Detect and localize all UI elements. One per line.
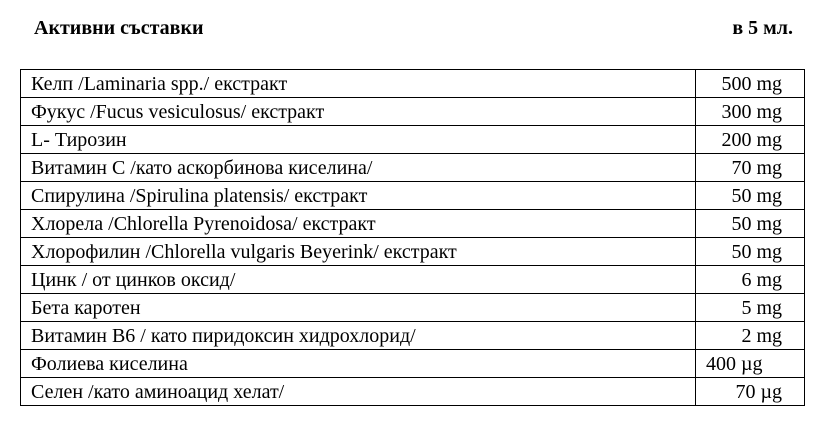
table-row bbox=[21, 70, 805, 98]
table-row bbox=[21, 350, 805, 378]
ingredient-amount-cell bbox=[696, 294, 805, 322]
serving-size-heading: в 5 мл. bbox=[732, 17, 793, 39]
ingredient-name: Бета каротен bbox=[21, 294, 696, 322]
ingredient-amount-cell bbox=[696, 154, 805, 182]
ingredient-amount-cell bbox=[696, 322, 805, 350]
ingredient-name: Спирулина /Spirulina platensis/ екстракт bbox=[21, 182, 696, 210]
table-row bbox=[21, 210, 805, 238]
ingredient-name: Цинк / от цинков оксид/ bbox=[21, 266, 696, 294]
ingredient-amount: 70 µg bbox=[735, 380, 782, 403]
ingredient-amount-cell bbox=[696, 238, 805, 266]
ingredient-amount-cell bbox=[696, 126, 805, 154]
table-row bbox=[21, 154, 805, 182]
ingredient-name: Витамин В6 / като пиридоксин хидрохлорид/ bbox=[21, 322, 696, 350]
ingredient-name: Келп /Laminaria spp./ екстракт bbox=[21, 70, 696, 98]
ingredient-amount: 50 mg bbox=[731, 240, 782, 263]
ingredient-amount: 500 mg bbox=[721, 72, 782, 95]
ingredient-name: Фолиева киселина bbox=[21, 350, 696, 378]
ingredient-amount: 5 mg bbox=[741, 296, 782, 319]
ingredient-amount: 70 mg bbox=[731, 156, 782, 179]
ingredient-amount-cell bbox=[696, 350, 805, 378]
ingredient-name: Селен /като аминоацид хелат/ bbox=[21, 378, 696, 406]
table-row bbox=[21, 182, 805, 210]
ingredient-amount-cell bbox=[696, 266, 805, 294]
ingredient-amount: 50 mg bbox=[731, 212, 782, 235]
ingredient-amount: 400 µg bbox=[706, 352, 763, 375]
table-row bbox=[21, 294, 805, 322]
table-row bbox=[21, 98, 805, 126]
ingredients-table bbox=[20, 69, 805, 406]
ingredient-name: Фукус /Fucus vesiculosus/ екстракт bbox=[21, 98, 696, 126]
ingredient-name: L- Тирозин bbox=[21, 126, 696, 154]
ingredient-amount-cell bbox=[696, 182, 805, 210]
ingredient-name: Хлорела /Chlorella Pyrenoidosa/ екстракт bbox=[21, 210, 696, 238]
ingredient-amount-cell bbox=[696, 378, 805, 406]
active-ingredients-heading: Активни съставки bbox=[34, 17, 204, 39]
ingredient-amount-cell bbox=[696, 98, 805, 126]
ingredient-name: Хлорофилин /Chlorella vulgaris Beyerink/ екстракт bbox=[21, 238, 696, 266]
ingredient-name: Витамин С /като аскорбинова киселина/ bbox=[21, 154, 696, 182]
table-row bbox=[21, 266, 805, 294]
ingredient-amount: 200 mg bbox=[721, 128, 782, 151]
table-row bbox=[21, 378, 805, 406]
ingredient-amount-cell bbox=[696, 70, 805, 98]
ingredient-amount: 6 mg bbox=[741, 268, 782, 291]
ingredient-amount: 2 mg bbox=[741, 324, 782, 347]
ingredient-amount: 50 mg bbox=[731, 184, 782, 207]
ingredient-amount-cell bbox=[696, 210, 805, 238]
table-row bbox=[21, 126, 805, 154]
table-row bbox=[21, 322, 805, 350]
ingredient-amount: 300 mg bbox=[721, 100, 782, 123]
table-row bbox=[21, 238, 805, 266]
